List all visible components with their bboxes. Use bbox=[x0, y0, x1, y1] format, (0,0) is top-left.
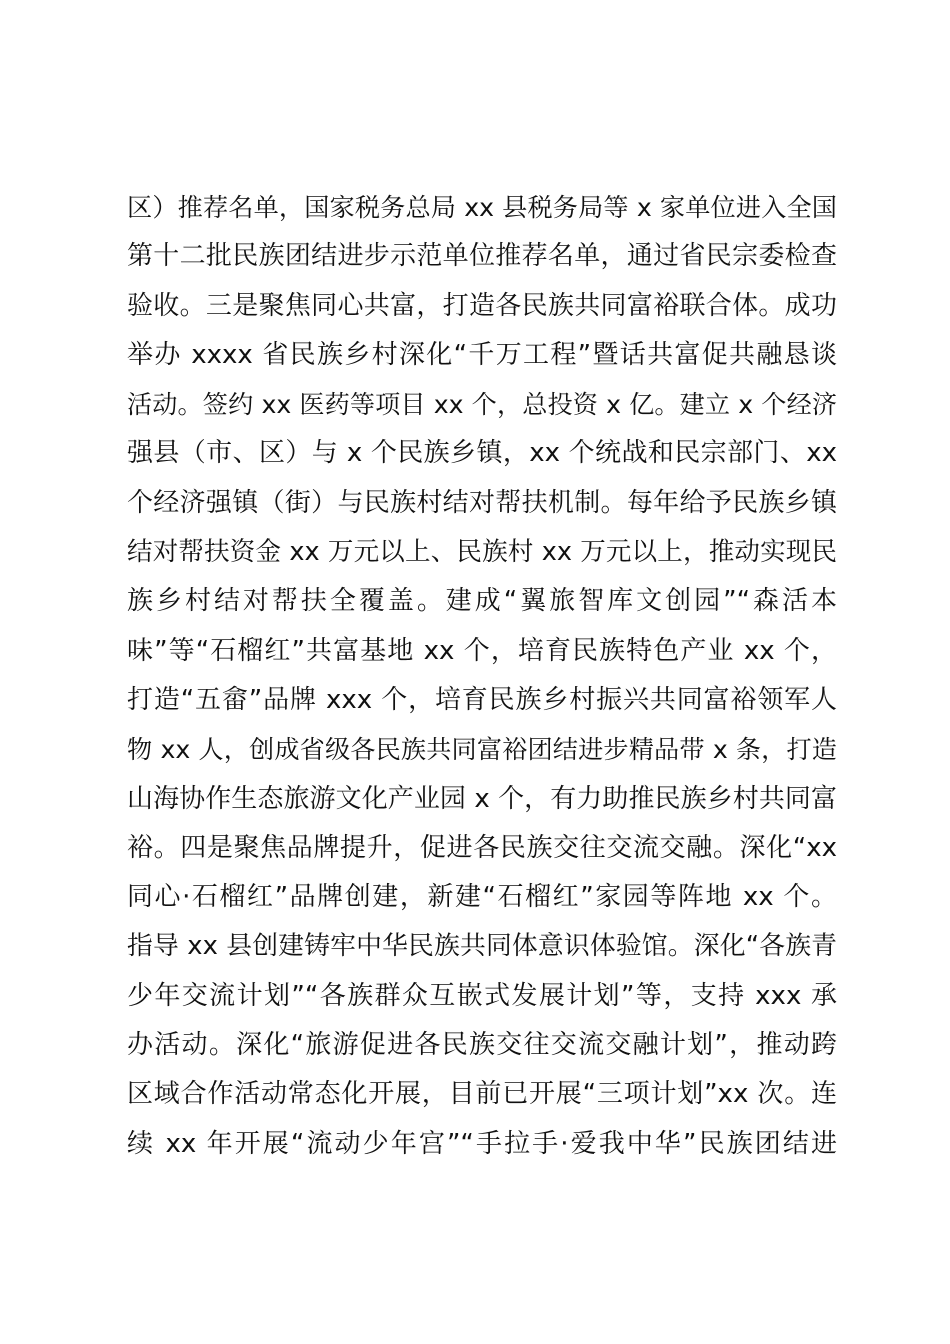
text-line: 同心·石榴红”品牌创建，新建“石榴红”家园等阵地 xx 个。 bbox=[127, 882, 837, 913]
text-line: 第十二批民族团结进步示范单位推荐名单，通过省民宗委检查 bbox=[127, 241, 837, 272]
text-line: 办活动。深化“旅游促进各民族交往交流交融计划”，推动跨 bbox=[127, 1030, 837, 1061]
text-line: 区）推荐名单，国家税务总局 xx 县税务局等 x 家单位进入全国 bbox=[127, 193, 837, 222]
text-line: 区域合作活动常态化开展，目前已开展“三项计划”xx 次。连 bbox=[127, 1079, 837, 1110]
text-line: 打造“五畲”品牌 xxx 个，培育民族乡村振兴共同富裕领军人 bbox=[127, 684, 837, 715]
text-line: 裕。四是聚焦品牌提升，促进各民族交往交流交融。深化“xx bbox=[127, 832, 837, 863]
text-line: 强县（市、区）与 x 个民族乡镇，xx 个统战和民宗部门、xx bbox=[127, 438, 837, 469]
text-line: 少年交流计划”“各族群众互嵌式发展计划”等，支持 xxx 承 bbox=[127, 980, 837, 1011]
text-line: 验收。三是聚焦同心共富，打造各民族共同富裕联合体。成功 bbox=[127, 290, 837, 321]
text-line: 物 xx 人，创成省级各民族共同富裕团结进步精品带 x 条，打造 bbox=[127, 735, 837, 765]
text-line: 结对帮扶资金 xx 万元以上、民族村 xx 万元以上，推动实现民 bbox=[127, 537, 837, 568]
text-line: 族乡村结对帮扶全覆盖。建成“翼旅智库文创园”“森活本 bbox=[127, 586, 837, 617]
text-line: 续 xx 年开展“流动少年宫”“手拉手·爱我中华”民族团结进 bbox=[127, 1128, 837, 1159]
text-line: 举办 xxxx 省民族乡村深化“千万工程”暨话共富促共融恳谈 bbox=[127, 339, 837, 370]
text-line: 活动。签约 xx 医药等项目 xx 个，总投资 x 亿。建立 x 个经济 bbox=[127, 390, 837, 420]
text-line: 指导 xx 县创建铸牢中华民族共同体意识体验馆。深化“各族青 bbox=[127, 931, 837, 962]
body-paragraph bbox=[127, 183, 837, 1169]
text-line: 味”等“石榴红”共富基地 xx 个，培育民族特色产业 xx 个， bbox=[127, 635, 837, 666]
text-line: 山海协作生态旅游文化产业园 x 个，有力助推民族乡村共同富 bbox=[127, 783, 837, 814]
text-line: 个经济强镇（街）与民族村结对帮扶机制。每年给予民族乡镇 bbox=[127, 487, 837, 518]
